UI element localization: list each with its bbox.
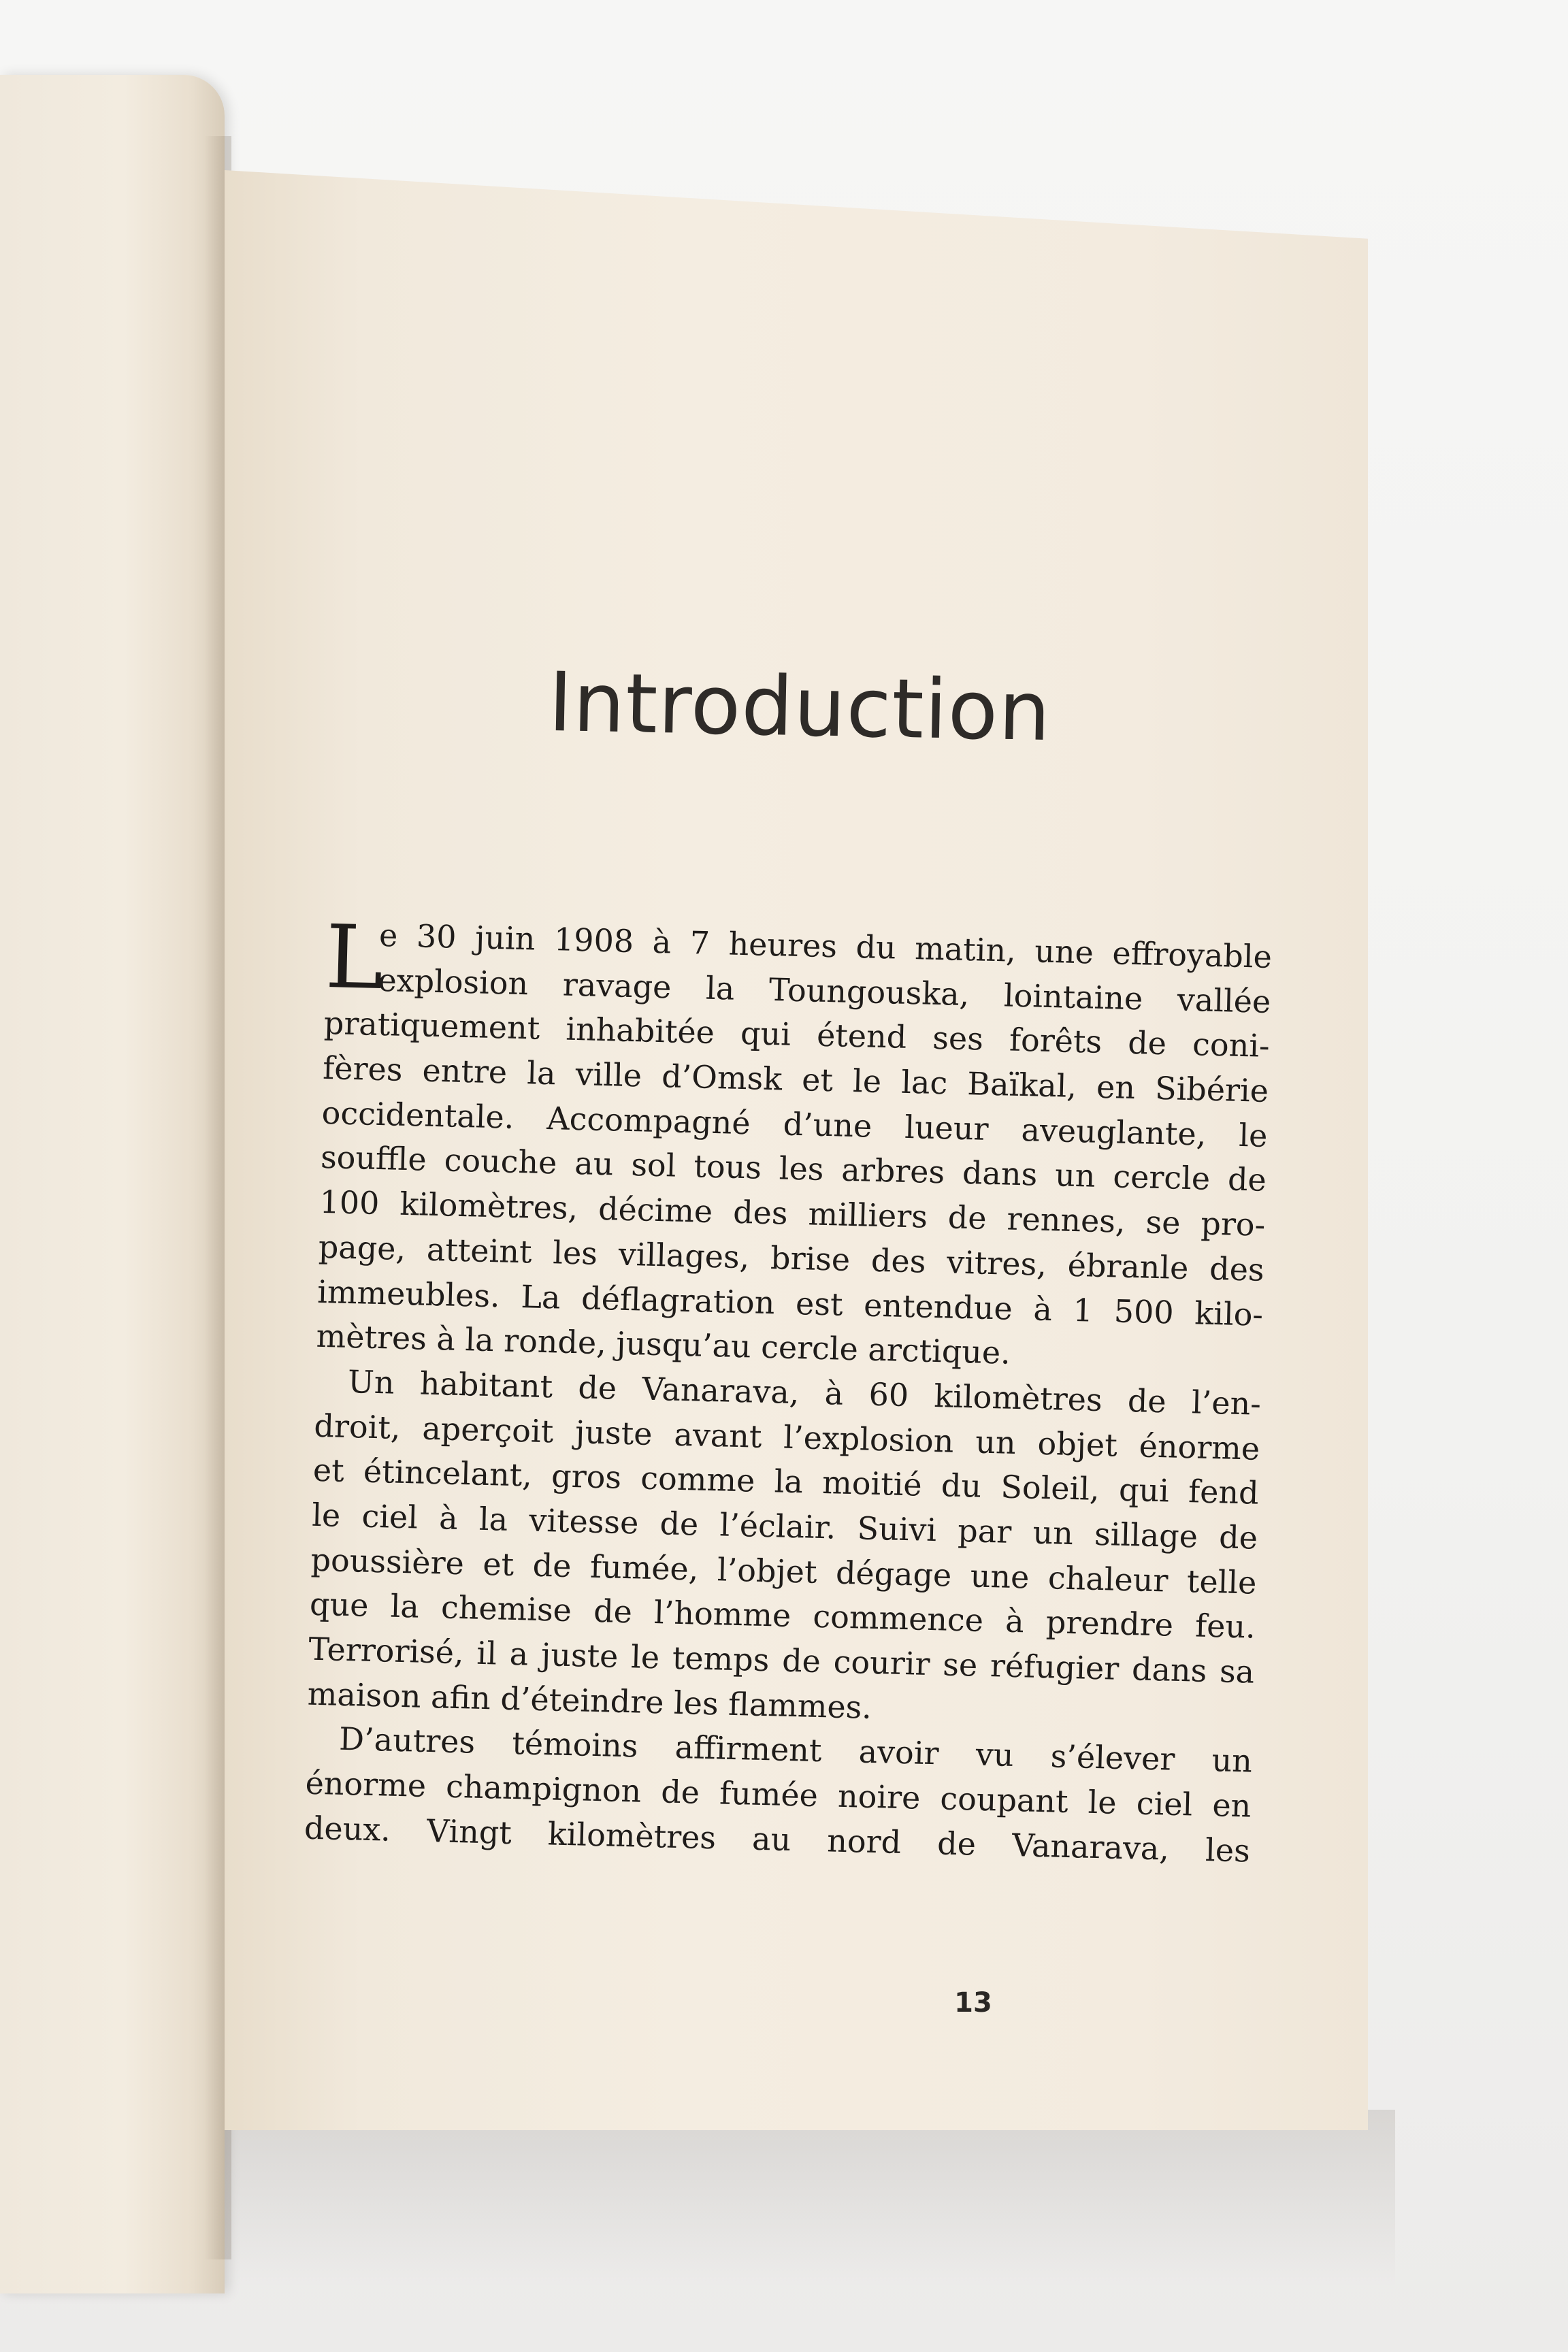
text-line: 100 kilomètres, décime des milliers de rennes, se pro-: [318, 1183, 1266, 1243]
text-line: page, atteint les villages, brise des vitres, ébranle des: [318, 1228, 1265, 1288]
text-line: immeubles. La déflagration est entendue à 1 500 kilo-: [316, 1273, 1264, 1333]
text-line: poussière et de fumée, l’objet dégage une chaleur telle: [310, 1541, 1257, 1601]
text-line: énorme champignon de fumée noire coupant le ciel en: [305, 1764, 1252, 1825]
text-line: deux. Vingt kilomètres au nord de Vanarava, les: [304, 1809, 1251, 1869]
text-line: Terrorisé, il a juste le temps de courir se réfugier dans sa: [308, 1630, 1255, 1690]
drop-cap: L: [324, 906, 385, 1010]
text-line: pratiquement inhabitée qui étend ses forêts de coni-: [323, 1004, 1271, 1065]
body-text: [304, 906, 1273, 1874]
text-line: fères entre la ville d’Omsk et le lac Baïkal, en Sibérie: [322, 1049, 1269, 1109]
text-line: explosion ravage la Toungouska, lointaine vallée: [377, 961, 1271, 1020]
text-line: droit, aperçoit juste avant l’explosion un objet énorme: [313, 1407, 1260, 1467]
page-number: 13: [954, 1987, 992, 2019]
text-line: que la chemise de l’homme commence à prendre feu.: [309, 1586, 1256, 1646]
text-line: occidentale. Accompagné d’une lueur aveuglante, le: [321, 1094, 1269, 1154]
text-line: maison afin d’éteindre les flammes.: [307, 1675, 872, 1726]
page-content: [225, 170, 1368, 2130]
text-line: le ciel à la vitesse de l’éclair. Suivi par un sillage de: [311, 1496, 1258, 1556]
chapter-title: Introduction: [547, 655, 1052, 760]
book-shadow: [225, 2110, 1395, 2287]
text-line: et étincelant, gros comme la moitié du Soleil, qui fend: [312, 1452, 1260, 1512]
left-page: [0, 75, 225, 2293]
text-line: Un habitant de Vanarava, à 60 kilomètres de l’en-: [347, 1362, 1262, 1422]
text-line: D’autres témoins affirment avoir vu s’élever un: [338, 1720, 1253, 1780]
text-line: souffle couche au sol tous les arbres dans un cercle de: [320, 1139, 1267, 1199]
text-line: e 30 juin 1908 à 7 heures du matin, une effroyable: [378, 916, 1273, 975]
text-line: mètres à la ronde, jusqu’au cercle arctique.: [316, 1318, 1011, 1371]
